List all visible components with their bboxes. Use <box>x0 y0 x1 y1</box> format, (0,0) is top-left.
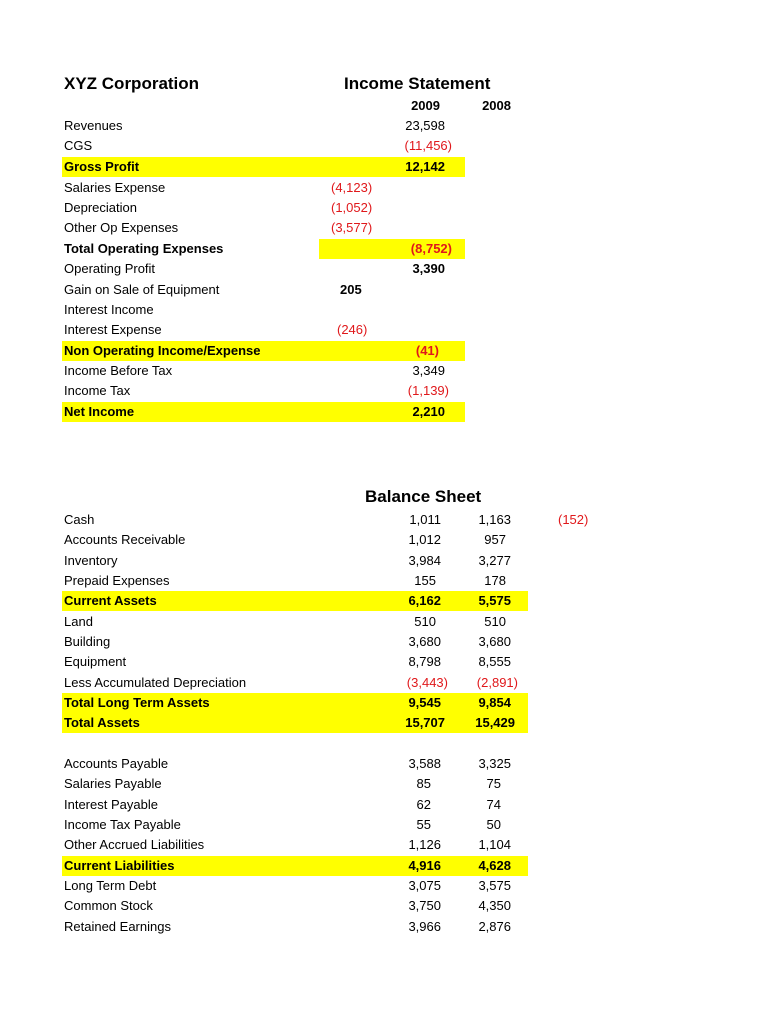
bs-2009-income-tax-payable: 55 <box>416 817 431 832</box>
bs-label-accounts-payable: Accounts Payable <box>64 756 169 771</box>
balance-sheet-title: Balance Sheet <box>365 487 482 506</box>
bs-2008-prepaid-expenses: 178 <box>484 573 506 588</box>
bs-2009-inventory: 3,984 <box>408 553 441 568</box>
is-value-salaries-expense: (4,123) <box>331 180 373 195</box>
is-label-revenues: Revenues <box>64 118 123 133</box>
bs-2009-prepaid-expenses: 155 <box>414 573 436 588</box>
bs-2009-accounts-payable: 3,588 <box>408 756 441 771</box>
bs-2008-salaries-payable: 75 <box>486 776 501 791</box>
bs-2009-cash: 1,011 <box>409 512 441 527</box>
bs-2009-long-term-debt: 3,075 <box>408 878 441 893</box>
is-value-depreciation: (1,052) <box>331 200 373 215</box>
bs-2008-equipment: 8,555 <box>478 654 511 669</box>
bs-label-current-liabilities: Current Liabilities <box>64 858 175 873</box>
is-value-net-income: 2,210 <box>412 404 445 419</box>
bs-2008-current-liabilities: 4,628 <box>478 858 511 873</box>
bs-label-current-assets: Current Assets <box>64 593 157 608</box>
bs-2008-building: 3,680 <box>478 634 511 649</box>
bs-2008-land: 510 <box>484 614 506 629</box>
bs-2008-cash: 1,163 <box>478 512 511 527</box>
bs-label-total-long-term-assets: Total Long Term Assets <box>64 695 210 710</box>
is-value-total-operating-expenses: (8,752) <box>410 241 452 256</box>
bs-label-total-assets: Total Assets <box>64 715 140 730</box>
bs-label-salaries-payable: Salaries Payable <box>64 776 162 791</box>
bs-label-interest-payable: Interest Payable <box>64 797 158 812</box>
bs-2008-income-tax-payable: 50 <box>486 817 501 832</box>
bs-2008-accumulated-depreciation: (2,891) <box>476 675 518 690</box>
is-label-cgs: CGS <box>64 138 93 153</box>
bs-2008-inventory: 3,277 <box>478 553 511 568</box>
is-value-gain-on-sale: 205 <box>340 282 362 297</box>
bs-2009-common-stock: 3,750 <box>408 898 441 913</box>
is-value-operating-profit: 3,390 <box>412 261 445 276</box>
bs-label-land: Land <box>64 614 93 629</box>
bs-2009-building: 3,680 <box>408 634 441 649</box>
bs-label-accounts-receivable: Accounts Receivable <box>64 532 186 547</box>
bs-2009-accumulated-depreciation: (3,443) <box>406 675 448 690</box>
bs-2008-long-term-debt: 3,575 <box>478 878 511 893</box>
bs-2008-accounts-payable: 3,325 <box>478 756 511 771</box>
is-value-income-before-tax: 3,349 <box>412 363 445 378</box>
bs-2008-other-accrued-liabilities: 1,104 <box>478 837 511 852</box>
is-label-operating-profit: Operating Profit <box>64 261 156 276</box>
bs-label-equipment: Equipment <box>64 654 127 669</box>
bs-2009-interest-payable: 62 <box>416 797 431 812</box>
is-label-gross-profit: Gross Profit <box>64 159 140 174</box>
is-value-non-operating: (41) <box>415 343 439 358</box>
is-label-income-before-tax: Income Before Tax <box>64 363 173 378</box>
is-label-total-operating-expenses: Total Operating Expenses <box>64 241 224 256</box>
is-label-income-tax: Income Tax <box>64 383 131 398</box>
is-value-revenues: 23,598 <box>405 118 445 133</box>
bs-2009-equipment: 8,798 <box>408 654 441 669</box>
is-label-other-op-expenses: Other Op Expenses <box>64 220 179 235</box>
bs-label-prepaid-expenses: Prepaid Expenses <box>64 573 170 588</box>
bs-label-accumulated-depreciation: Less Accumulated Depreciation <box>64 675 247 690</box>
bs-label-building: Building <box>64 634 111 649</box>
year-2009-header: 2009 <box>411 98 440 113</box>
is-label-depreciation: Depreciation <box>64 200 137 215</box>
is-value-interest-expense: (246) <box>337 322 368 337</box>
bs-2009-current-liabilities: 4,916 <box>408 858 441 873</box>
bs-2008-total-assets: 15,429 <box>475 715 515 730</box>
year-2008-header: 2008 <box>482 98 511 113</box>
bs-2009-salaries-payable: 85 <box>416 776 431 791</box>
bs-2008-accounts-receivable: 957 <box>484 532 506 547</box>
is-label-net-income: Net Income <box>64 404 135 419</box>
bs-label-common-stock: Common Stock <box>64 898 153 913</box>
bs-label-other-accrued-liabilities: Other Accrued Liabilities <box>64 837 205 852</box>
bs-2009-current-assets: 6,162 <box>408 593 441 608</box>
income-statement-title: Income Statement <box>344 74 491 93</box>
bs-label-long-term-debt: Long Term Debt <box>64 878 157 893</box>
bs-2009-land: 510 <box>414 614 436 629</box>
is-value-gross-profit: 12,142 <box>405 159 445 174</box>
bs-2009-other-accrued-liabilities: 1,126 <box>408 837 441 852</box>
bs-2008-common-stock: 4,350 <box>478 898 511 913</box>
is-label-salaries-expense: Salaries Expense <box>64 180 166 195</box>
bs-2009-total-long-term-assets: 9,545 <box>408 695 441 710</box>
is-value-cgs: (11,456) <box>404 138 452 153</box>
is-label-gain-on-sale: Gain on Sale of Equipment <box>64 282 220 297</box>
bs-label-cash: Cash <box>64 512 95 527</box>
bs-cash-change: (152) <box>558 512 589 527</box>
bs-2008-total-long-term-assets: 9,854 <box>478 695 511 710</box>
is-label-interest-expense: Interest Expense <box>64 322 162 337</box>
bs-2008-retained-earnings: 2,876 <box>478 919 511 934</box>
bs-2008-current-assets: 5,575 <box>478 593 511 608</box>
is-value-income-tax: (1,139) <box>407 383 449 398</box>
bs-2009-accounts-receivable: 1,012 <box>408 532 441 547</box>
bs-2009-retained-earnings: 3,966 <box>408 919 441 934</box>
bs-label-income-tax-payable: Income Tax Payable <box>64 817 181 832</box>
is-label-interest-income: Interest Income <box>64 302 154 317</box>
bs-label-inventory: Inventory <box>64 553 118 568</box>
is-value-other-op-expenses: (3,577) <box>331 220 373 235</box>
company-title: XYZ Corporation <box>64 74 200 93</box>
bs-label-retained-earnings: Retained Earnings <box>64 919 171 934</box>
bs-2009-total-assets: 15,707 <box>405 715 445 730</box>
is-label-non-operating: Non Operating Income/Expense <box>64 343 261 358</box>
bs-2008-interest-payable: 74 <box>486 797 501 812</box>
